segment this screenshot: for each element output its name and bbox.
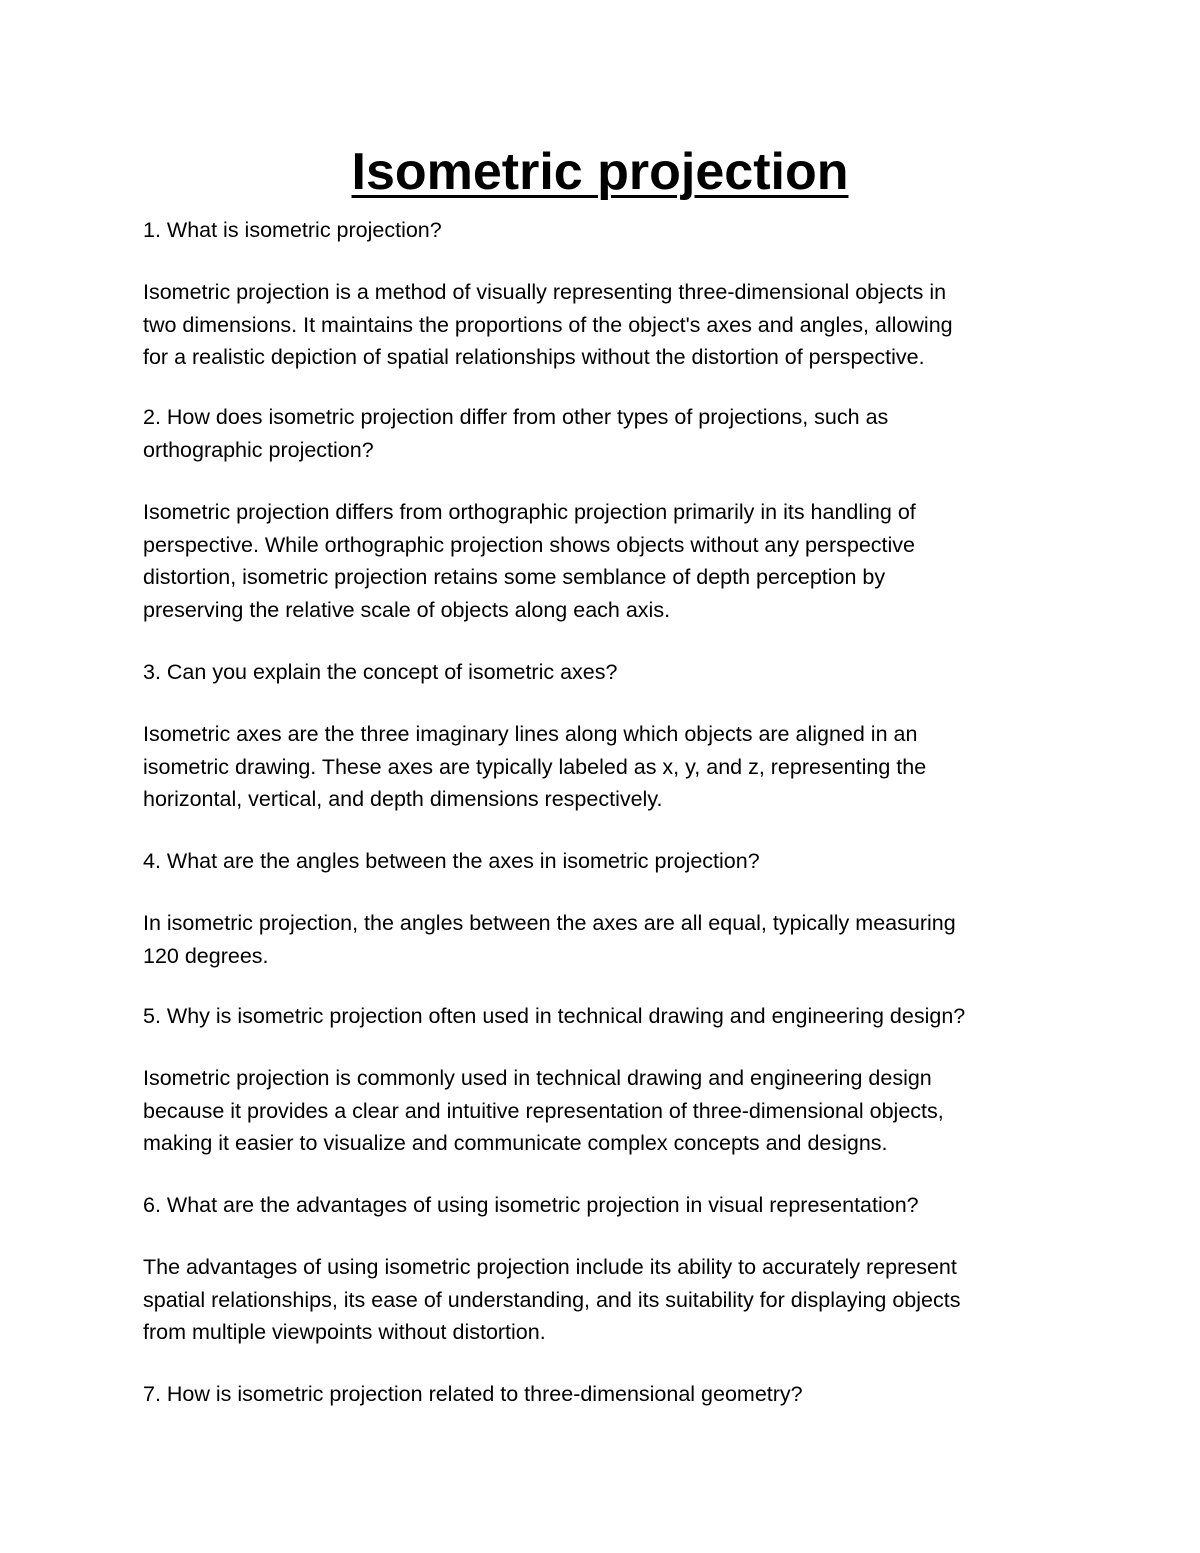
question-7: 7. How is isometric projection related to three-dimensional geometry? <box>143 1382 803 1406</box>
answer-1-line: for a realistic depiction of spatial relationships without the distortion of perspective. <box>143 345 925 369</box>
answer-4 <box>143 907 1073 972</box>
answer-3-line: Isometric axes are the three imaginary lines along which objects are aligned in an <box>143 722 918 746</box>
answer-5-line: Isometric projection is commonly used in technical drawing and engineering design <box>143 1066 932 1090</box>
answer-5-line: because it provides a clear and intuitive representation of three-dimensional objects, <box>143 1098 944 1123</box>
answer-2-line: Isometric projection differs from orthographic projection primarily in its handling of <box>143 500 916 524</box>
answer-6-line: spatial relationships, its ease of understanding, and its suitability for displaying objects <box>143 1287 961 1312</box>
question-6: 6. What are the advantages of using isometric projection in visual representation? <box>143 1193 919 1217</box>
answer-1-line: Isometric projection is a method of visually representing three-dimensional objects in <box>143 280 947 304</box>
question-5: 5. Why is isometric projection often used in technical drawing and engineering design? <box>143 1004 966 1028</box>
question-2-line: 2. How does isometric projection differ from other types of projections, such as <box>143 405 889 429</box>
answer-2-line: perspective. While orthographic projection shows objects without any perspective <box>143 532 916 557</box>
answer-3-line: horizontal, vertical, and depth dimensions respectively. <box>143 787 663 811</box>
question-1: 1. What is isometric projection? <box>143 218 442 242</box>
answer-3-line: isometric drawing. These axes are typically labeled as x, y, and z, representing the <box>143 754 927 779</box>
answer-4-line: 120 degrees. <box>143 943 269 968</box>
answer-3 <box>143 718 1073 816</box>
answer-2-line: distortion, isometric projection retains some semblance of depth perception by <box>143 565 886 589</box>
answer-1-line: two dimensions. It maintains the proportions of the object's axes and angles, allowing <box>143 312 953 337</box>
answer-6-line: from multiple viewpoints without distortion. <box>143 1320 546 1344</box>
answer-6 <box>143 1251 1073 1349</box>
answer-1 <box>143 276 1073 374</box>
question-3: 3. Can you explain the concept of isometric axes? <box>143 660 618 684</box>
answer-6-line: The advantages of using isometric projection include its ability to accurately represent <box>143 1255 957 1279</box>
answer-4-line: In isometric projection, the angles between the axes are all equal, typically measuring <box>143 911 956 935</box>
answer-5 <box>143 1062 1073 1160</box>
page-title: Isometric projection <box>351 143 849 201</box>
question-2 <box>143 401 1073 466</box>
answer-2 <box>143 496 1073 626</box>
answer-2-line: preserving the relative scale of objects along each axis. <box>143 597 671 622</box>
answer-5-line: making it easier to visualize and communicate complex concepts and designs. <box>143 1131 888 1155</box>
question-4: 4. What are the angles between the axes in isometric projection? <box>143 849 760 873</box>
question-2-line: orthographic projection? <box>143 437 374 462</box>
